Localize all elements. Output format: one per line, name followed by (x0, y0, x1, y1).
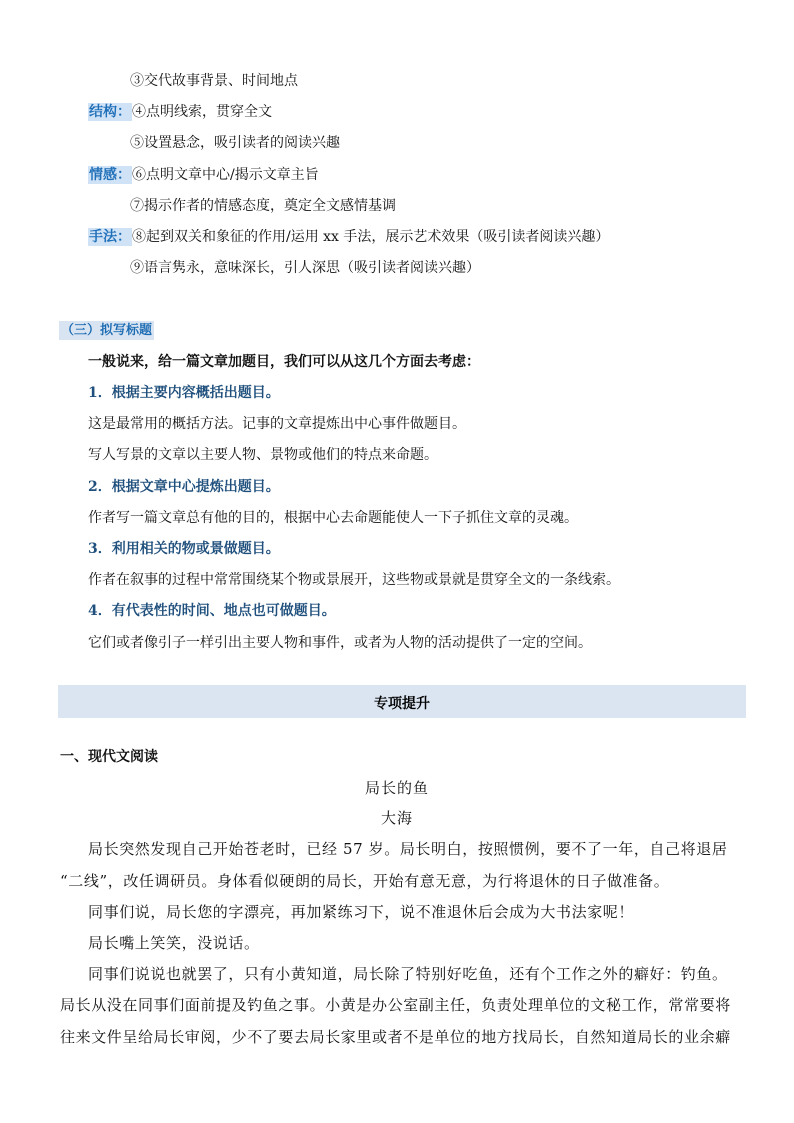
function-item-5: ⑤设置悬念，吸引读者的阅读兴趣 (130, 135, 340, 151)
story-author: 大海 (380, 809, 413, 827)
story-line-3: 同事们说，局长您的字漂亮，再加紧练习下，说不准退休后会成为大书法家呢！ (88, 903, 635, 921)
story-line-5: 同事们说说也就罢了，只有小黄知道，局长除了特别好吃鱼，还有个工作之外的癖好：钓鱼。 (88, 965, 728, 983)
method-1-line-2: 写人写景的文章以主要人物、景物或他们的特点来命题。 (88, 447, 438, 463)
method-2-line-1: 作者写一篇文章总有他的目的，根据中心去命题能使人一下子抓住文章的灵魂。 (88, 510, 578, 526)
method-4-line-1: 它们或者像引子一样引出主要人物和事件，或者为人物的活动提供了一定的空间。 (88, 635, 592, 651)
banner-title: 专项提升 (374, 696, 430, 712)
method-1-title: 1．根据主要内容概括出题目。 (88, 385, 280, 401)
function-row-emotion (88, 164, 319, 184)
function-item-3: ③交代故事背景、时间地点 (130, 73, 298, 89)
function-item-6: ⑥点明文章中心/揭示文章主旨 (132, 167, 319, 183)
method-3-title: 3．利用相关的物或景做题目。 (88, 541, 280, 557)
function-row-technique (88, 226, 609, 246)
structure-label: 结构： (89, 104, 131, 120)
function-item-7: ⑦揭示作者的情感态度，奠定全文感情基调 (130, 198, 396, 214)
function-item-4: ④点明线索，贯穿全文 (132, 104, 272, 120)
section-header (59, 319, 154, 338)
function-item-9: ⑨语言隽永，意味深长，引人深思（吸引读者阅读兴趣） (130, 260, 480, 276)
method-2-title: 2．根据文章中心提炼出题目。 (88, 479, 280, 495)
function-row-structure (88, 101, 272, 121)
method-3-line-1: 作者在叙事的过程中常常围绕某个物或景展开，这些物或景就是贯穿全文的一条线索。 (88, 572, 620, 588)
story-title: 局长的鱼 (364, 779, 429, 797)
section-intro: 一般说来，给一篇文章加题目，我们可以从这几个方面去考虑： (88, 354, 480, 370)
method-1-line-1: 这是最常用的概括方法。记事的文章提炼出中心事件做题目。 (88, 416, 466, 432)
story-line-2: “二线”，改任调研员。身体看似硬朗的局长，开始有意无意，为行将退休的日子做准备。 (60, 872, 670, 890)
story-line-1: 局长突然发现自己开始苍老时，已经 57 岁。局长明白，按照惯例，要不了一年，自己将退居 (88, 840, 728, 858)
section-header-label: （三）拟写标题 (61, 323, 153, 338)
technique-label: 手法： (89, 229, 131, 245)
story-line-7: 往来文件呈给局长审阅，少不了要去局长家里或者不是单位的地方找局长，自然知道局长的业余癖 (60, 1028, 731, 1046)
emotion-label: 情感： (89, 167, 131, 183)
story-line-6: 局长从没在同事们面前提及钓鱼之事。小黄是办公室副主任，负责处理单位的文秘工作，常常要将 (60, 996, 731, 1014)
story-line-4: 局长嘴上笑笑，没说话。 (88, 934, 260, 952)
special-improvement-banner (58, 685, 746, 718)
function-item-8: ⑧起到双关和象征的作用/运用 xx 手法，展示艺术效果（吸引读者阅读兴趣） (132, 229, 610, 245)
reading-section-title: 一、现代文阅读 (60, 749, 158, 765)
method-4-title: 4．有代表性的时间、地点也可做题目。 (88, 603, 336, 619)
